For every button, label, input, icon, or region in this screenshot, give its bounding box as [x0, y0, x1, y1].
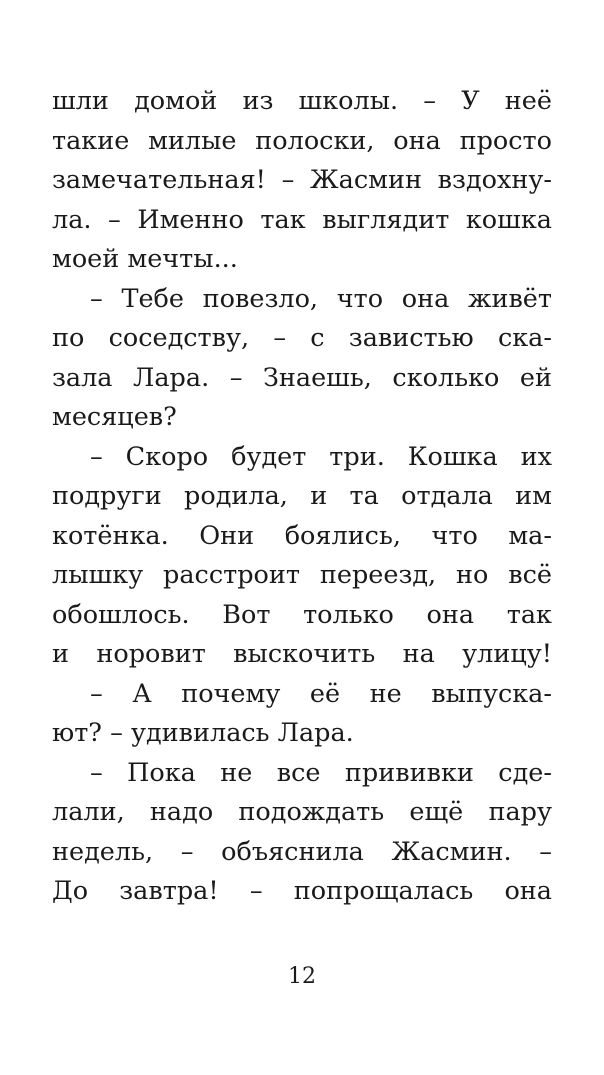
text-line: обошлось. Вот только она так — [52, 599, 552, 630]
text-line: лали, надо подождать ещё пару — [52, 797, 552, 827]
text-line: замечательная! – Жасмин вздохну- — [52, 165, 552, 195]
text-line: ют? – удивилась Лара. — [52, 718, 354, 748]
text-line: шли домой из школы. – У неё — [52, 86, 552, 116]
text-line: такие милые полоски, она просто — [52, 125, 552, 156]
text-line: котёнка. Они боялись, что ма- — [52, 520, 552, 551]
text-line: подруги родила, и та отдала им — [52, 481, 552, 511]
text-line: – А почему её не выпуска- — [90, 678, 552, 709]
text-line: – Скоро будет три. Кошка их — [90, 441, 552, 472]
text-line: лышку расстроит переезд, но всё — [52, 560, 552, 590]
text-line: До завтра! – попрощалась она — [52, 876, 552, 906]
text-line: недель, – объяснила Жасмин. – — [52, 836, 552, 867]
page-number: 12 — [288, 964, 316, 989]
text-line: моей мечты... — [52, 244, 238, 274]
text-line: по соседству, – с завистью ска- — [52, 323, 552, 353]
text-line: ла. – Именно так выглядит кошка — [52, 204, 552, 235]
body-text — [52, 82, 552, 912]
text-line: и норовит выскочить на улицу! — [52, 639, 552, 669]
text-line: зала Лара. – Знаешь, сколько ей — [52, 362, 552, 393]
text-line: месяцев? — [52, 402, 177, 432]
text-line: – Тебе повезло, что она живёт — [90, 283, 552, 314]
text-line: – Пока не все прививки сде- — [90, 757, 552, 788]
